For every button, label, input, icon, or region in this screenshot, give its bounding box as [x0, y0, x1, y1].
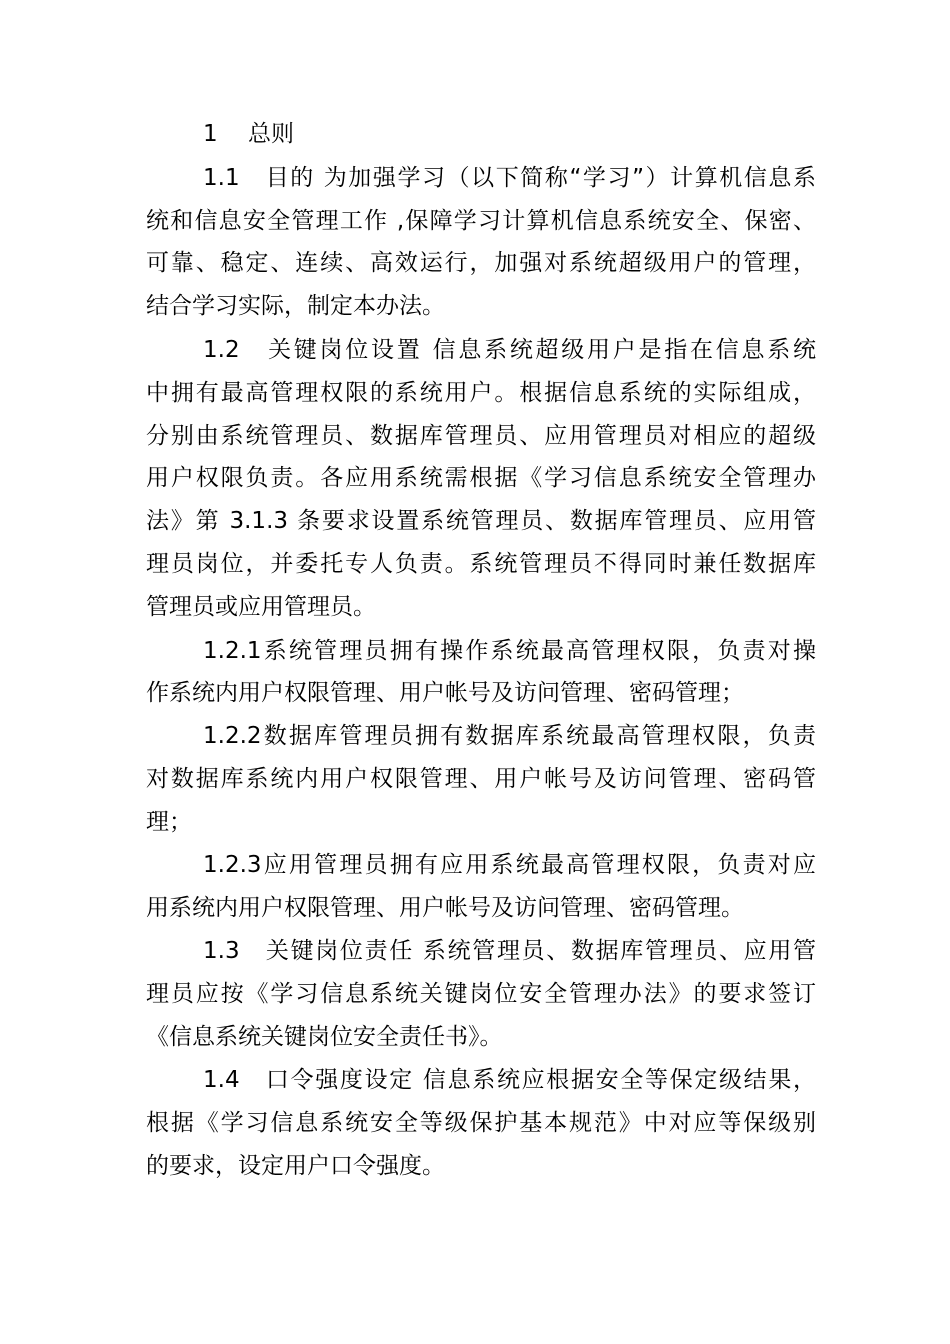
paragraph-line: 1.1 目的 为加强学习（以下简称“学习”）计算机信息系 [203, 165, 816, 191]
paragraph-line: 1.2.2数据库管理员拥有数据库系统最高管理权限，负责 [203, 723, 816, 749]
paragraph-line: 用系统内用户权限管理、用户帐号及访问管理、密码管理。 [146, 895, 744, 921]
paragraph-line: 可靠、稳定、连续、高效运行，加强对系统超级用户的管理， [146, 250, 816, 276]
paragraph-line: 1.2.3应用管理员拥有应用系统最高管理权限，负责对应 [203, 852, 816, 878]
paragraph-line: 用户权限负责。各应用系统需根据《学习信息系统安全管理办 [146, 465, 816, 491]
paragraph-line: 理员应按《学习信息系统关键岗位安全管理办法》的要求签订 [146, 981, 816, 1007]
paragraph-line: 《信息系统关键岗位安全责任书》。 [146, 1024, 503, 1050]
paragraph-line: 对数据库系统内用户权限管理、用户帐号及访问管理、密码管 [146, 766, 816, 792]
paragraph-line: 结合学习实际，制定本办法。 [146, 293, 445, 319]
paragraph-line: 理； [146, 809, 192, 835]
section-heading: 1 总则 [203, 121, 294, 147]
paragraph-line: 理员岗位，并委托专人负责。系统管理员不得同时兼任数据库 [146, 551, 816, 577]
paragraph-line: 1.2 关键岗位设置 信息系统超级用户是指在信息系统 [203, 337, 816, 363]
paragraph-line: 统和信息安全管理工作 ,保障学习计算机信息系统安全、保密、 [146, 208, 816, 234]
paragraph-line: 法》第 3.1.3 条要求设置系统管理员、数据库管理员、应用管 [146, 508, 816, 534]
paragraph-line: 管理员或应用管理员。 [146, 594, 376, 620]
paragraph-line: 中拥有最高管理权限的系统用户。根据信息系统的实际组成， [146, 380, 816, 406]
paragraph-line: 作系统内用户权限管理、用户帐号及访问管理、密码管理； [146, 680, 744, 706]
paragraph-line: 分别由系统管理员、数据库管理员、应用管理员对相应的超级 [146, 423, 816, 449]
paragraph-line: 的要求，设定用户口令强度。 [146, 1153, 445, 1179]
paragraph-line: 1.2.1系统管理员拥有操作系统最高管理权限，负责对操 [203, 638, 816, 664]
paragraph-line: 根据《学习信息系统安全等级保护基本规范》中对应等保级别 [146, 1110, 816, 1136]
paragraph-line: 1.3 关键岗位责任 系统管理员、数据库管理员、应用管 [203, 938, 816, 964]
paragraph-line: 1.4 口令强度设定 信息系统应根据安全等保定级结果， [203, 1067, 816, 1093]
